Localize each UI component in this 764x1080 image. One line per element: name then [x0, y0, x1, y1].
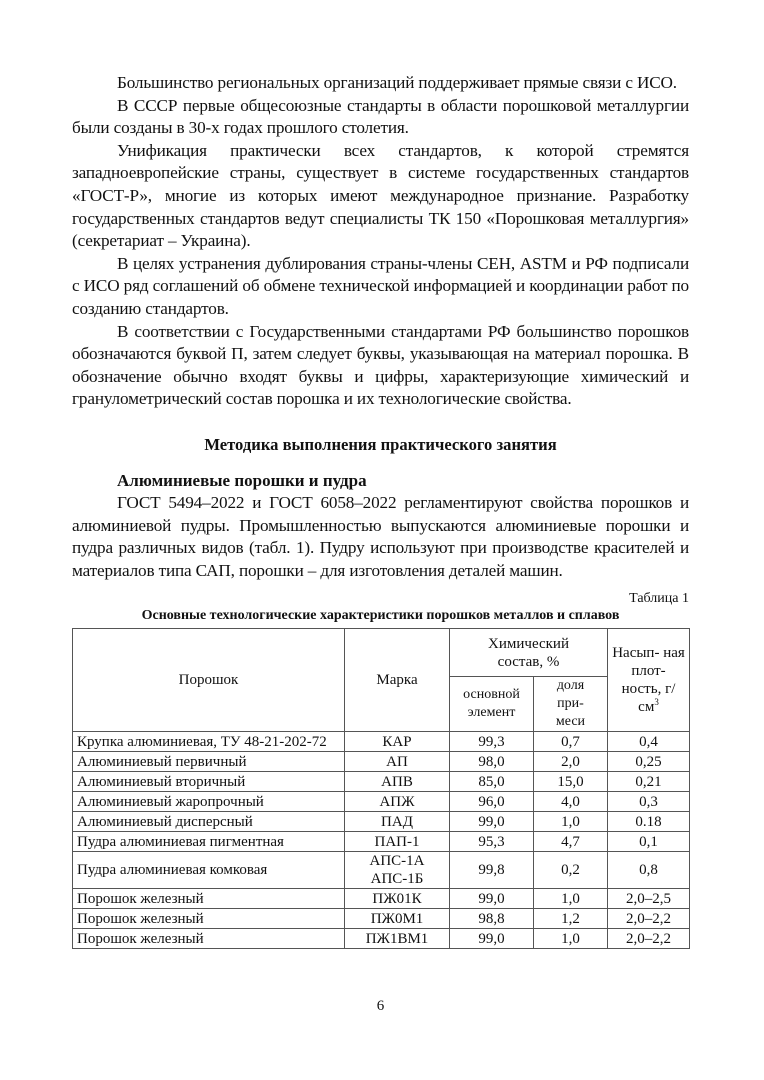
cell-powder: Пудра алюминиевая комковая — [73, 852, 345, 889]
cell-impurity: 1,2 — [534, 909, 608, 929]
table-row — [73, 929, 690, 949]
cell-powder: Алюминиевый дисперсный — [73, 812, 345, 832]
paragraph: ГОСТ 5494–2022 и ГОСТ 6058–2022 регламентируют свойства порошков и алюминиевой пудры. Промышленностью выпускаются алюминиевые порошки и пудра различных видов (табл. 1). Пудру используют при производстве красителей и материалов типа САП, порошки – для изготовления деталей машин. — [72, 493, 689, 580]
table-row — [73, 772, 690, 792]
cell-grade — [345, 852, 450, 889]
cell-bulk-density: 0,21 — [608, 772, 690, 792]
cell-impurity: 1,0 — [534, 812, 608, 832]
cell-main-element: 85,0 — [450, 772, 534, 792]
subsection-title: Алюминиевые порошки и пудра — [117, 471, 367, 490]
cell-main-element: 98,0 — [450, 752, 534, 772]
paragraph: Унификация практически всех стандартов, к которой стремятся западноевропейские страны, существует в системе государственных стандартов «ГОСТ-Р», многие из которых имеют международное признание. Разработку государственных стандартов ведут специалисты ТК 150 «Порошковая металлургия» (секретариат – Украина). — [72, 140, 689, 251]
header-bulk-density-text: Насып- ная плот- ность, г/см — [612, 645, 685, 715]
section-title: Методика выполнения практического занятия — [204, 435, 557, 454]
cell-main-element: 96,0 — [450, 792, 534, 812]
cell-main-element: 99,0 — [450, 929, 534, 949]
document-page — [72, 72, 689, 1014]
cell-grade: ПЖ01К — [345, 889, 450, 909]
cell-impurity: 4,0 — [534, 792, 608, 812]
cell-bulk-density: 0,3 — [608, 792, 690, 812]
cell-grade: ПАД — [345, 812, 450, 832]
cell-grade: АП — [345, 752, 450, 772]
table-row — [73, 832, 690, 852]
cell-impurity: 4,7 — [534, 832, 608, 852]
paragraph: В целях устранения дублирования страны-члены СЕН, ASTM и РФ подписали с ИСО ряд соглашений об обмене технической информацией и координации работ по созданию стандартов. — [72, 253, 689, 318]
cell-bulk-density: 2,0–2,2 — [608, 909, 690, 929]
header-chem-composition: Химический состав, % — [450, 629, 608, 677]
cell-powder: Алюминиевый первичный — [73, 752, 345, 772]
page-number: 6 — [376, 998, 385, 1014]
cell-bulk-density: 0,1 — [608, 832, 690, 852]
powder-table — [72, 628, 690, 949]
table-row — [73, 852, 690, 889]
superscript: 3 — [654, 697, 659, 707]
cell-powder: Алюминиевый жаропрочный — [73, 792, 345, 812]
cell-powder: Пудра алюминиевая пигментная — [73, 832, 345, 852]
cell-grade: ПАП-1 — [345, 832, 450, 852]
cell-powder: Алюминиевый вторичный — [73, 772, 345, 792]
header-impurities: доля при- меси — [534, 677, 608, 732]
cell-impurity: 15,0 — [534, 772, 608, 792]
cell-main-element: 98,8 — [450, 909, 534, 929]
cell-grade: ПЖ1ВМ1 — [345, 929, 450, 949]
paragraph: В соответствии с Государственными стандартами РФ большинство порошков обозначаются буквой П, затем следует буквы, указывающая на материал порошка. В обозначение обычно входят буквы и цифры, характеризующие химический и гранулометрический состав порошка и их технологические свойства. — [72, 321, 689, 409]
table-label: Таблица 1 — [629, 591, 689, 606]
cell-impurity: 1,0 — [534, 889, 608, 909]
cell-grade: АПЖ — [345, 792, 450, 812]
cell-bulk-density: 2,0–2,2 — [608, 929, 690, 949]
cell-bulk-density: 0,4 — [608, 732, 690, 752]
table-row — [73, 812, 690, 832]
cell-bulk-density: 0.18 — [608, 812, 690, 832]
cell-powder: Порошок железный — [73, 909, 345, 929]
cell-bulk-density: 0,8 — [608, 852, 690, 889]
cell-impurity: 0,7 — [534, 732, 608, 752]
table-row — [73, 889, 690, 909]
paragraph: В СССР первые общесоюзные стандарты в области порошковой металлургии были созданы в 30-х годах прошлого столетия. — [72, 95, 689, 138]
cell-main-element: 99,0 — [450, 812, 534, 832]
table-row — [73, 752, 690, 772]
header-grade: Марка — [345, 629, 450, 732]
cell-main-element: 99,3 — [450, 732, 534, 752]
table-row — [73, 909, 690, 929]
cell-grade: ПЖ0М1 — [345, 909, 450, 929]
cell-bulk-density: 2,0–2,5 — [608, 889, 690, 909]
cell-powder: Порошок железный — [73, 929, 345, 949]
header-powder: Порошок — [73, 629, 345, 732]
grade-line: АПС-1Б — [370, 871, 424, 887]
header-main-element: основной элемент — [450, 677, 534, 732]
grade-line: АПС-1А — [369, 853, 425, 869]
intro-text — [72, 492, 689, 582]
cell-main-element: 95,3 — [450, 832, 534, 852]
table-caption: Основные технологические характеристики порошков металлов и сплавов — [141, 608, 620, 623]
cell-impurity: 2,0 — [534, 752, 608, 772]
cell-main-element: 99,0 — [450, 889, 534, 909]
header-bulk-density — [608, 629, 690, 732]
paragraph: Большинство региональных организаций поддерживает прямые связи с ИСО. — [117, 73, 677, 92]
body-text — [72, 72, 689, 411]
cell-main-element: 99,8 — [450, 852, 534, 889]
cell-impurity: 0,2 — [534, 852, 608, 889]
cell-powder: Крупка алюминиевая, ТУ 48-21-202-72 — [73, 732, 345, 752]
cell-bulk-density: 0,25 — [608, 752, 690, 772]
table-row — [73, 792, 690, 812]
table-row — [73, 732, 690, 752]
cell-grade: АПВ — [345, 772, 450, 792]
cell-powder: Порошок железный — [73, 889, 345, 909]
cell-grade: КАР — [345, 732, 450, 752]
cell-impurity: 1,0 — [534, 929, 608, 949]
